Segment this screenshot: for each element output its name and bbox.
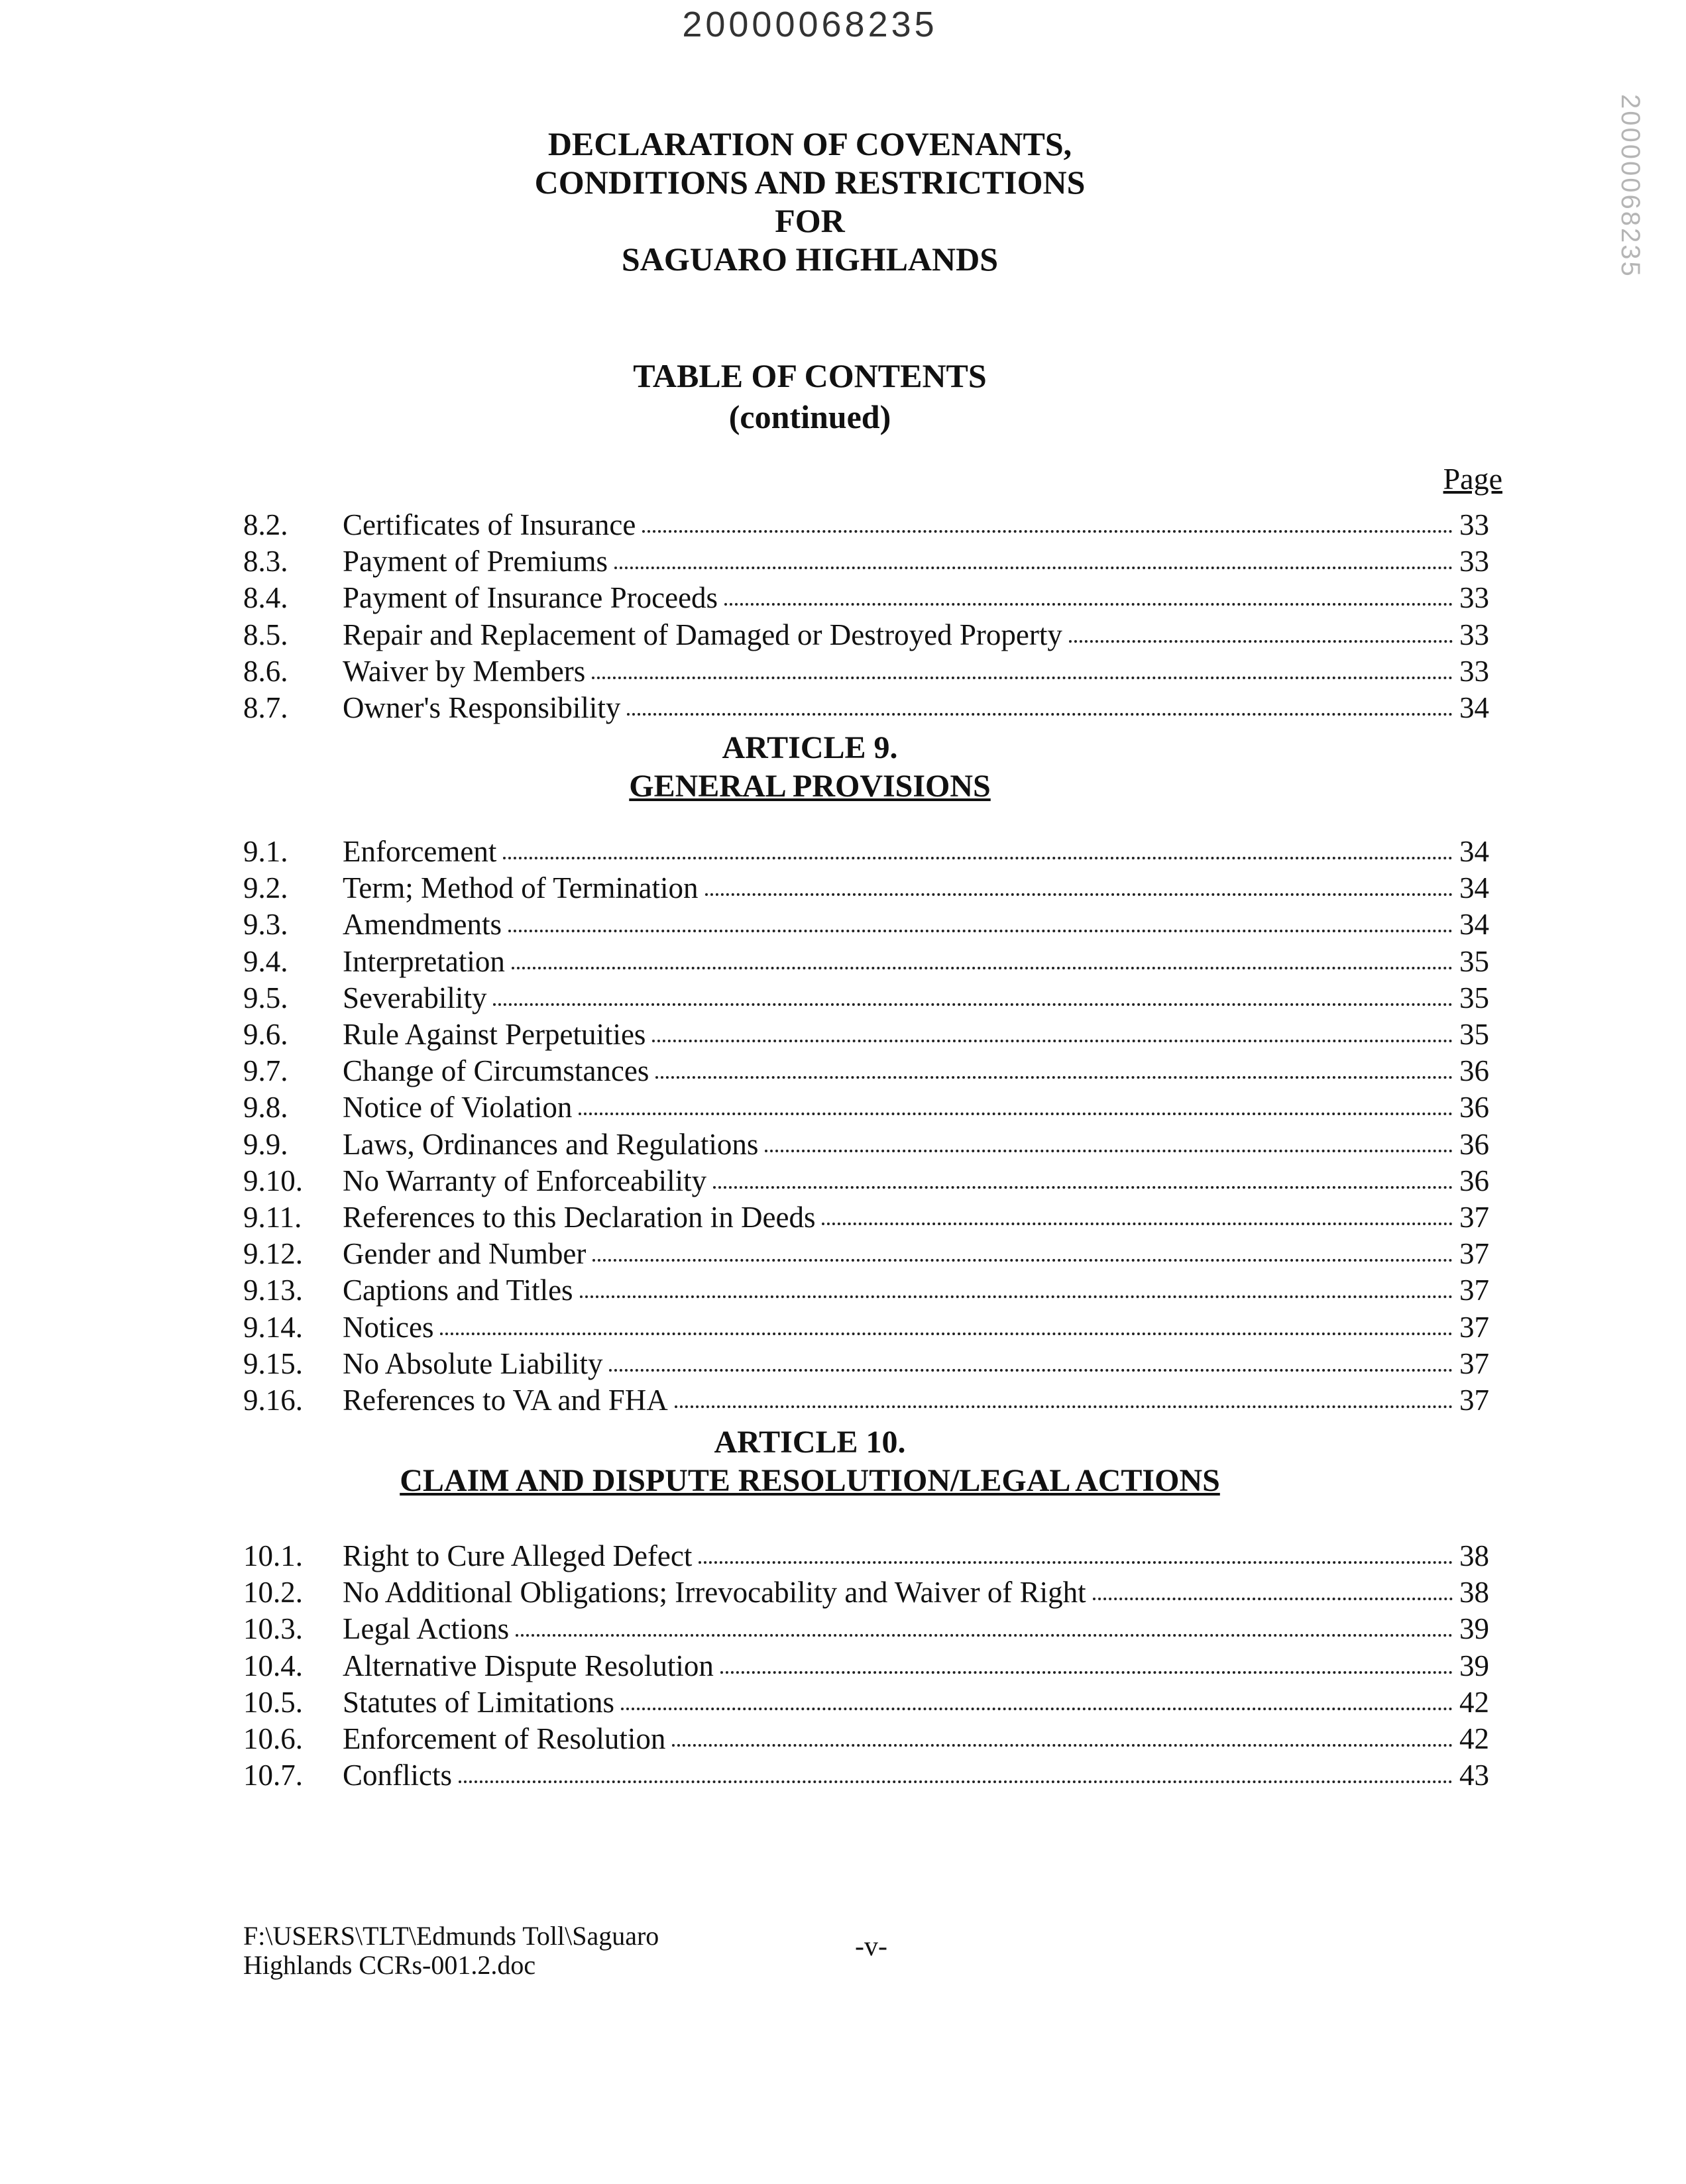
entry-page: 42 (1459, 1722, 1489, 1755)
toc-entry (243, 979, 1489, 1016)
dot-leader (592, 1235, 1453, 1262)
entry-page: 33 (1459, 654, 1489, 688)
entry-title: Gender and Number (343, 1237, 587, 1271)
dot-leader (493, 979, 1453, 1006)
entry-title: Interpretation (343, 944, 505, 978)
toc-entry (243, 833, 1489, 870)
document-number: 20000068235 (682, 5, 938, 44)
entry-title: Term; Method of Termination (343, 871, 699, 905)
toc-entry (243, 1382, 1489, 1419)
dot-leader (621, 1684, 1453, 1710)
dot-leader (508, 906, 1453, 932)
entry-line (343, 579, 1489, 616)
entry-number: 9.14. (243, 1310, 303, 1344)
toc-heading (0, 355, 1653, 437)
entry-line (343, 1199, 1489, 1236)
entry-title: Laws, Ordinances and Regulations (343, 1127, 759, 1161)
title-line: DECLARATION OF COVENANTS, (547, 125, 1072, 162)
entry-page: 36 (1459, 1164, 1489, 1197)
entry-title: Conflicts (343, 1759, 452, 1792)
entry-line (343, 653, 1489, 690)
entry-title: Repair and Replacement of Damaged or Destroyed Property (343, 618, 1062, 651)
entry-line (343, 689, 1489, 726)
entry-page: 36 (1459, 1127, 1489, 1161)
entry-line (343, 1647, 1489, 1684)
dot-leader (459, 1757, 1453, 1783)
dot-leader (713, 1162, 1453, 1189)
entry-number: 8.2. (243, 508, 288, 541)
entry-number: 9.2. (243, 871, 288, 905)
entry-line (343, 506, 1489, 543)
entry-title: Payment of Insurance Proceeds (343, 581, 718, 615)
toc-entry (243, 1537, 1489, 1574)
entry-line (343, 1382, 1489, 1419)
entry-title: References to VA and FHA (343, 1384, 668, 1417)
entry-line (343, 1272, 1489, 1309)
entry-page: 34 (1459, 908, 1489, 942)
entry-number: 10.5. (243, 1685, 303, 1719)
article-title: GENERAL PROVISIONS (629, 769, 991, 804)
toc-entry (243, 906, 1489, 943)
entry-number: 9.3. (243, 908, 288, 942)
entry-page: 37 (1459, 1201, 1489, 1234)
entry-page: 35 (1459, 944, 1489, 978)
entry-page: 37 (1459, 1310, 1489, 1344)
toc-entry (243, 869, 1489, 906)
toc-entry (243, 1309, 1489, 1346)
entry-line (343, 1720, 1489, 1757)
toc-entry (243, 1272, 1489, 1309)
entry-page: 33 (1459, 618, 1489, 651)
entry-number: 8.3. (243, 545, 288, 578)
entry-title: Waiver by Members (343, 654, 586, 688)
entry-title: Payment of Premiums (343, 545, 608, 578)
footer-path-line: Highlands CCRs-001.2.doc (243, 1950, 536, 1980)
entry-number: 9.15. (243, 1346, 303, 1380)
entry-line (343, 1052, 1489, 1089)
entry-title: Enforcement (343, 835, 497, 868)
entry-number: 10.3. (243, 1612, 303, 1646)
toc-entry (243, 689, 1489, 726)
entry-line (343, 1345, 1489, 1382)
article-title: CLAIM AND DISPUTE RESOLUTION/LEGAL ACTIONS (400, 1463, 1220, 1498)
entry-number: 8.7. (243, 691, 288, 724)
toc-entry (243, 1610, 1489, 1647)
toc-entry (243, 579, 1489, 616)
entry-line (343, 943, 1489, 980)
entry-line (343, 1309, 1489, 1346)
entry-title: Amendments (343, 908, 502, 942)
entry-line (343, 1610, 1489, 1647)
dot-leader (503, 833, 1453, 859)
entry-page: 36 (1459, 1054, 1489, 1088)
entry-number: 8.5. (243, 618, 288, 651)
dot-leader (609, 1345, 1453, 1372)
dot-leader (614, 543, 1453, 569)
entry-number: 10.2. (243, 1576, 303, 1610)
article-label: ARTICLE 10. (714, 1425, 906, 1460)
entry-line (343, 543, 1489, 580)
entry-number: 10.1. (243, 1539, 303, 1572)
dot-leader (642, 506, 1453, 533)
entry-page: 34 (1459, 835, 1489, 868)
toc-entry (243, 1199, 1489, 1236)
entry-page: 37 (1459, 1384, 1489, 1417)
entry-number: 9.16. (243, 1384, 303, 1417)
entry-number: 9.12. (243, 1237, 303, 1271)
dot-leader (440, 1309, 1453, 1335)
entry-title: Certificates of Insurance (343, 508, 636, 541)
toc-entry (243, 1162, 1489, 1199)
entry-page: 42 (1459, 1685, 1489, 1719)
entry-page: 34 (1459, 691, 1489, 724)
entry-page: 38 (1459, 1576, 1489, 1610)
article-10-heading (0, 1423, 1653, 1500)
dot-leader (579, 1089, 1453, 1115)
entry-title: Owner's Responsibility (343, 691, 621, 724)
toc-entry (243, 653, 1489, 690)
entry-title: References to this Declaration in Deeds (343, 1201, 816, 1234)
entry-page: 37 (1459, 1346, 1489, 1380)
entry-page: 34 (1459, 871, 1489, 905)
entry-page: 35 (1459, 1018, 1489, 1051)
dot-leader (1093, 1574, 1453, 1600)
entry-title: No Additional Obligations; Irrevocability and Waiver of Right (343, 1576, 1086, 1610)
toc-entry (243, 1684, 1489, 1721)
title-line: SAGUARO HIGHLANDS (621, 241, 999, 278)
footer-file-path (243, 1922, 659, 1980)
dot-leader (765, 1126, 1453, 1152)
entry-number: 10.6. (243, 1722, 303, 1755)
dot-leader (1069, 616, 1453, 643)
footer-path-line: F:\USERS\TLT\Edmunds Toll\Saguaro (243, 1921, 659, 1951)
entry-title: No Absolute Liability (343, 1346, 603, 1380)
page-column-label: Page (1443, 462, 1502, 496)
dot-leader (720, 1647, 1453, 1674)
entry-line (343, 1089, 1489, 1126)
article-9-heading (0, 729, 1653, 806)
entry-number: 10.7. (243, 1759, 303, 1792)
toc-entry (243, 1647, 1489, 1684)
entry-line (343, 1537, 1489, 1574)
document-title (0, 125, 1653, 278)
entry-number: 9.5. (243, 981, 288, 1014)
entry-number: 9.7. (243, 1054, 288, 1088)
entry-page: 37 (1459, 1274, 1489, 1307)
entry-number: 9.8. (243, 1091, 288, 1124)
entry-line (343, 1235, 1489, 1272)
dot-leader (652, 1016, 1453, 1042)
toc-entry (243, 1089, 1489, 1126)
entry-number: 9.1. (243, 835, 288, 868)
dot-leader (705, 869, 1453, 896)
entry-title: Notice of Violation (343, 1091, 573, 1124)
dot-leader (724, 579, 1453, 606)
entry-page: 36 (1459, 1091, 1489, 1124)
entry-number: 9.6. (243, 1018, 288, 1051)
entry-title: Enforcement of Resolution (343, 1722, 666, 1755)
side-stamp: 20000068235 (1616, 94, 1645, 278)
dot-leader (516, 1610, 1453, 1637)
title-line: FOR (775, 202, 845, 239)
entry-title: Change of Circumstances (343, 1054, 649, 1088)
dot-leader (512, 943, 1453, 969)
dot-leader (675, 1382, 1453, 1408)
dot-leader (627, 689, 1453, 716)
entry-title: Notices (343, 1310, 434, 1344)
entry-title: Rule Against Perpetuities (343, 1018, 646, 1051)
entry-title: No Warranty of Enforceability (343, 1164, 707, 1197)
dot-leader (672, 1720, 1453, 1747)
toc-entry (243, 1235, 1489, 1272)
dot-leader (655, 1052, 1453, 1079)
entry-number: 9.10. (243, 1164, 303, 1197)
toc-entry (243, 506, 1489, 543)
entry-page: 33 (1459, 545, 1489, 578)
dot-leader (699, 1537, 1453, 1564)
toc-entry (243, 1345, 1489, 1382)
entry-number: 8.6. (243, 654, 288, 688)
toc-entry (243, 1016, 1489, 1053)
entry-line (343, 1574, 1489, 1611)
entry-title: Statutes of Limitations (343, 1685, 614, 1719)
entry-number: 8.4. (243, 581, 288, 615)
dot-leader (580, 1272, 1453, 1298)
entry-line (343, 833, 1489, 870)
toc-entry (243, 1757, 1489, 1794)
toc-entry (243, 1126, 1489, 1163)
entry-line (343, 1684, 1489, 1721)
title-line: CONDITIONS AND RESTRICTIONS (534, 164, 1086, 201)
toc-entry (243, 1052, 1489, 1089)
entry-page: 39 (1459, 1649, 1489, 1682)
entry-page: 37 (1459, 1237, 1489, 1271)
entry-title: Right to Cure Alleged Defect (343, 1539, 693, 1572)
entry-page: 33 (1459, 508, 1489, 541)
entry-title: Captions and Titles (343, 1274, 573, 1307)
entry-page: 38 (1459, 1539, 1489, 1572)
toc-entry (243, 1720, 1489, 1757)
toc-subtitle: (continued) (728, 398, 891, 435)
entry-page: 35 (1459, 981, 1489, 1014)
toc-entry (243, 616, 1489, 653)
entry-line (343, 869, 1489, 906)
toc-entry (243, 943, 1489, 980)
entry-line (343, 616, 1489, 653)
entry-line (343, 979, 1489, 1016)
entry-line (343, 1126, 1489, 1163)
entry-line (343, 906, 1489, 943)
entry-number: 9.11. (243, 1201, 302, 1234)
entry-number: 9.13. (243, 1274, 303, 1307)
entry-line (343, 1016, 1489, 1053)
toc-title: TABLE OF CONTENTS (633, 357, 987, 394)
entry-page: 33 (1459, 581, 1489, 615)
entry-page: 43 (1459, 1759, 1489, 1792)
toc-entry (243, 543, 1489, 580)
article-label: ARTICLE 9. (722, 730, 898, 765)
dot-leader (592, 653, 1453, 679)
entry-line (343, 1757, 1489, 1794)
entry-page: 39 (1459, 1612, 1489, 1646)
entry-title: Legal Actions (343, 1612, 510, 1646)
entry-title: Alternative Dispute Resolution (343, 1649, 714, 1682)
dot-leader (822, 1199, 1453, 1225)
entry-line (343, 1162, 1489, 1199)
entry-number: 9.9. (243, 1127, 288, 1161)
entry-number: 9.4. (243, 944, 288, 978)
entry-title: Severability (343, 981, 487, 1014)
entry-number: 10.4. (243, 1649, 303, 1682)
footer-page-number: -v- (855, 1932, 887, 1962)
toc-entry (243, 1574, 1489, 1611)
